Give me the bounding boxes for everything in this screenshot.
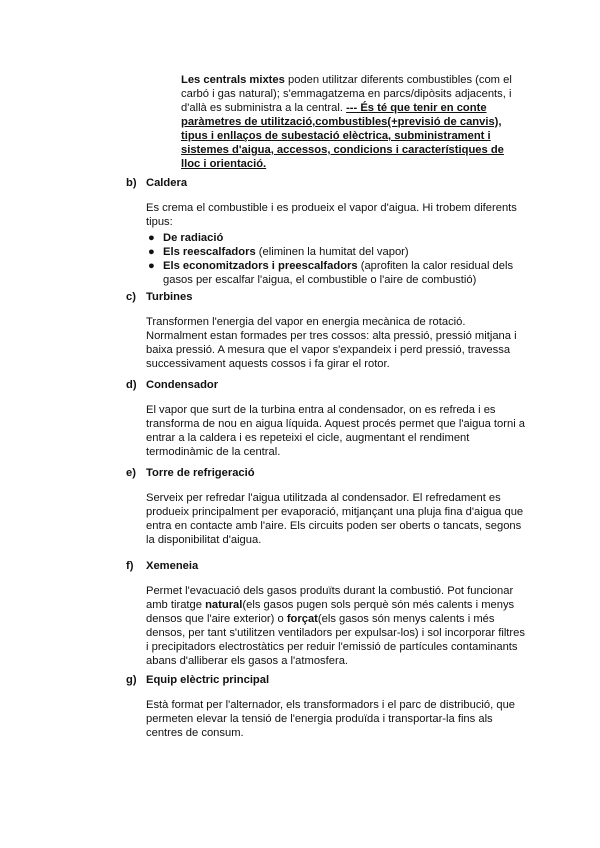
section-equip-electric	[126, 673, 536, 740]
section-text: Està format per l'alternador, els transformadors i el parc de distribució, que permeten elevar la tensió de l'energia produïda i transportar-la fins als centres de consum.	[146, 699, 516, 739]
section-text: El vapor que surt de la turbina entra al condensador, on es refreda i es transforma de nou en aigua líquida. Aquest procés permet que l'aigua torni a entrar a la caldera i es repeteixi el cicle, augmentant el rendiment termodinàmic de la central.	[146, 404, 526, 458]
section-text: Serveix per refredar l'aigua utilitzada al condensador. El refredament es produeix principalment per evaporació, mitjançant una pluja fina d'aigua que entra en contacte amb l'aire. Els circuits poden ser oberts o tancats, segons la disponibilitat d'aigua.	[146, 492, 524, 546]
section-heading: e) Torre de refrigeració	[126, 467, 255, 479]
section-text: Permet l'evacuació dels gasos produïts durant la combustió. Pot funcionar amb tiratge natural(els gasos pugen sols perquè són més calents i menys densos que l'aire exterior) o forçat(els gasos són menys calents i més densos, per tant s'utilitzen ventiladors per expulsar-los) i sol incorporar filtres i precipitadors electrostàtics per reduir l'emissió de partícules contaminants abans d'alliberar els gasos a l'atmosfera.	[146, 585, 525, 667]
section-body	[146, 201, 526, 287]
bullet-icon: ●	[148, 260, 155, 272]
list-item: ● Els reescalfadors (eliminen la humitat del vapor)	[148, 246, 409, 258]
section-body	[146, 315, 526, 371]
section-body	[146, 403, 526, 459]
section-body	[146, 491, 526, 547]
section-caldera	[126, 176, 536, 287]
section-torre-refrigeracio	[126, 466, 536, 547]
intro-underlined-note: --- És té que tenir en conte paràmetres de utilització,combustibles(+previsió de canvis), tipus i enllaços de subestació elèctrica, subministrament i sistemes d'aigua, accessos, condicions i característiques de lloc i orientació.	[181, 102, 504, 170]
section-turbines	[126, 290, 536, 371]
list-item: ● Els economitzadors i preescalfadors (aprofiten la calor residual dels gasos per escalfar l'aigua, el combustible o l'aire de combustió)	[148, 260, 514, 286]
section-text: Transformen l'energia del vapor en energia mecànica de rotació. Normalment estan formades per tres cossos: alta pressió, pressió mitjana i baixa pressió. A mesura que el vapor s'expandeix i perd pressió, travessa successivament aquests cossos i fa girar el rotor.	[146, 316, 517, 370]
section-heading: c) Turbines	[126, 291, 193, 303]
section-heading: b) Caldera	[126, 177, 188, 189]
section-body	[146, 698, 526, 740]
boiler-types-list	[146, 231, 526, 287]
intro-lead: Les centrals mixtes	[181, 74, 285, 86]
bullet-icon: ●	[148, 246, 155, 258]
section-heading: g) Equip elèctric principal	[126, 674, 270, 686]
section-body	[146, 584, 526, 668]
intro-paragraph	[181, 73, 526, 171]
intro-text: poden utilitzar diferents combustibles (com el carbó i gas natural); s'emmagatzema en parcs/dipòsits adjacents, i d'allà es subministra a la central.	[181, 74, 512, 114]
section-heading: d) Condensador	[126, 379, 219, 391]
section-condensador	[126, 378, 536, 459]
section-heading: f) Xemeneia	[126, 560, 199, 572]
list-item: ● De radiació	[148, 232, 224, 244]
section-xemeneia	[126, 559, 536, 668]
section-text: Es crema el combustible i es produeix el vapor d'aigua. Hi trobem diferents tipus:	[146, 202, 517, 228]
bullet-icon: ●	[148, 232, 155, 244]
